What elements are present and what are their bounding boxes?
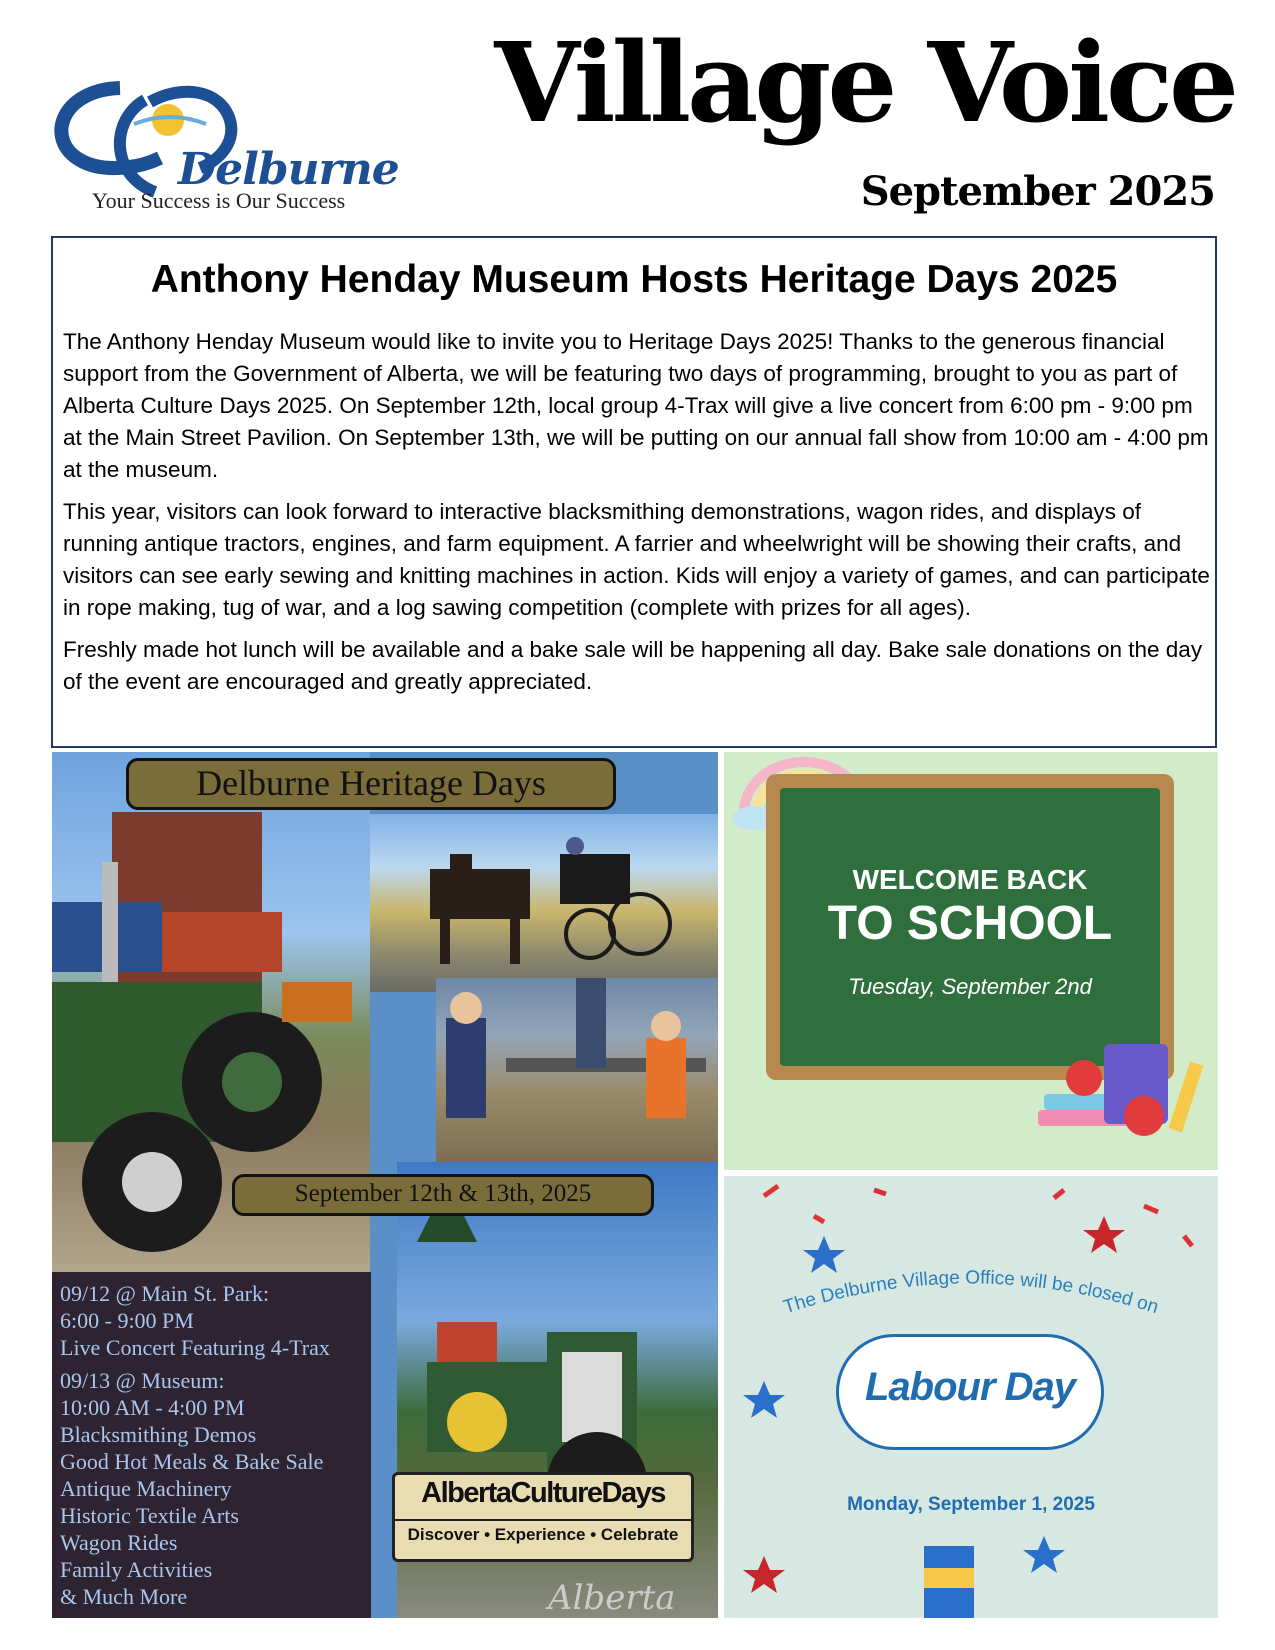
schedule-line: 09/13 @ Museum: [60, 1368, 225, 1393]
schedule-line: Historic Textile Arts [60, 1503, 239, 1528]
article-title: Anthony Henday Museum Hosts Heritage Days 2025 [150, 258, 1118, 301]
heritage-article [51, 236, 1217, 748]
schedule-line: Antique Machinery [60, 1476, 232, 1501]
culture-days-wordmark: AlbertaCultureDays [421, 1477, 665, 1509]
schedule-line: & Much More [60, 1584, 188, 1609]
schedule-line: Live Concert Featuring 4-Trax [60, 1335, 330, 1360]
schedule-line: Wagon Rides [60, 1530, 178, 1555]
labour-arc-text: The Delburne Village Office will be closed on [781, 1267, 1162, 1319]
heritage-days-poster [52, 752, 718, 1618]
schedule-line: 6:00 - 9:00 PM [60, 1308, 194, 1333]
culture-days-tagline: Discover • Experience • Celebrate [395, 1519, 691, 1545]
event-schedule [52, 1272, 375, 1618]
alberta-wordmark: Alberta [548, 1578, 676, 1618]
schedule-line: Good Hot Meals & Bake Sale [60, 1449, 324, 1474]
back-to-school-graphic [724, 752, 1218, 1170]
article-paragraph: The Anthony Henday Museum would like to invite you to Heritage Days 2025! Thanks to the generous financial support from the Government of Alberta, we will be featuring two days of programming, brought to you as part of Alberta Culture Days 2025. On September 12th, local group 4-Trax will give a live concert from 6:00 pm - 9:00 pm at the Main Street Pavilion. On September 13th, we will be putting on our annual fall show from 10:00 am - 4:00 pm at the museum. [63, 329, 1209, 482]
labour-title: Labour Day [864, 1365, 1076, 1409]
alberta-culture-days-logo [392, 1472, 694, 1562]
school-subheading: TO SCHOOL [827, 897, 1113, 950]
log-saw-icon [436, 978, 718, 1168]
schedule-line: Family Activities [60, 1557, 213, 1582]
horse-buggy-photo [370, 814, 718, 992]
article-paragraph: Freshly made hot lunch will be available and a bake sale will be happening all day. Bake sale donations on the day of the event are encouraged and greatly appreciated. [63, 637, 1203, 694]
article-body [63, 326, 1213, 708]
kids-sawing-photo [436, 978, 718, 1168]
schedule-line: 10:00 AM - 4:00 PM [60, 1395, 245, 1420]
poster-title: Delburne Heritage Days [126, 758, 616, 810]
school-date: Tuesday, September 2nd [848, 974, 1092, 999]
issue-date: September 2025 [860, 168, 1215, 215]
delburne-logo [50, 80, 420, 215]
books-apple-icon [1014, 1022, 1218, 1170]
labour-day-notice [724, 1176, 1218, 1618]
labour-day-bubble [836, 1334, 1104, 1450]
horse-buggy-icon [370, 814, 718, 992]
masthead-title: Village Voice [494, 18, 1235, 147]
poster-dates: September 12th & 13th, 2025 [232, 1174, 654, 1216]
schedule-line: 09/12 @ Main St. Park: [60, 1281, 270, 1306]
school-heading: WELCOME BACK [852, 864, 1088, 895]
logo-tagline: Your Success is Our Success [92, 188, 346, 213]
labour-date: Monday, September 1, 2025 [847, 1494, 1095, 1515]
schedule-line: Blacksmithing Demos [60, 1422, 257, 1447]
article-paragraph: This year, visitors can look forward to interactive blacksmithing demonstrations, wagon rides, and displays of running antique tractors, engines, and farm equipment. A farrier and wheelwright will be showing their crafts, and visitors can see early sewing and knitting machines in action. Kids will enjoy a variety of games, and can participate in rope making, tug of war, and a log sawing competition (complete with prizes for all ages). [63, 499, 1210, 620]
logo-wordmark: Delburne [178, 144, 399, 195]
